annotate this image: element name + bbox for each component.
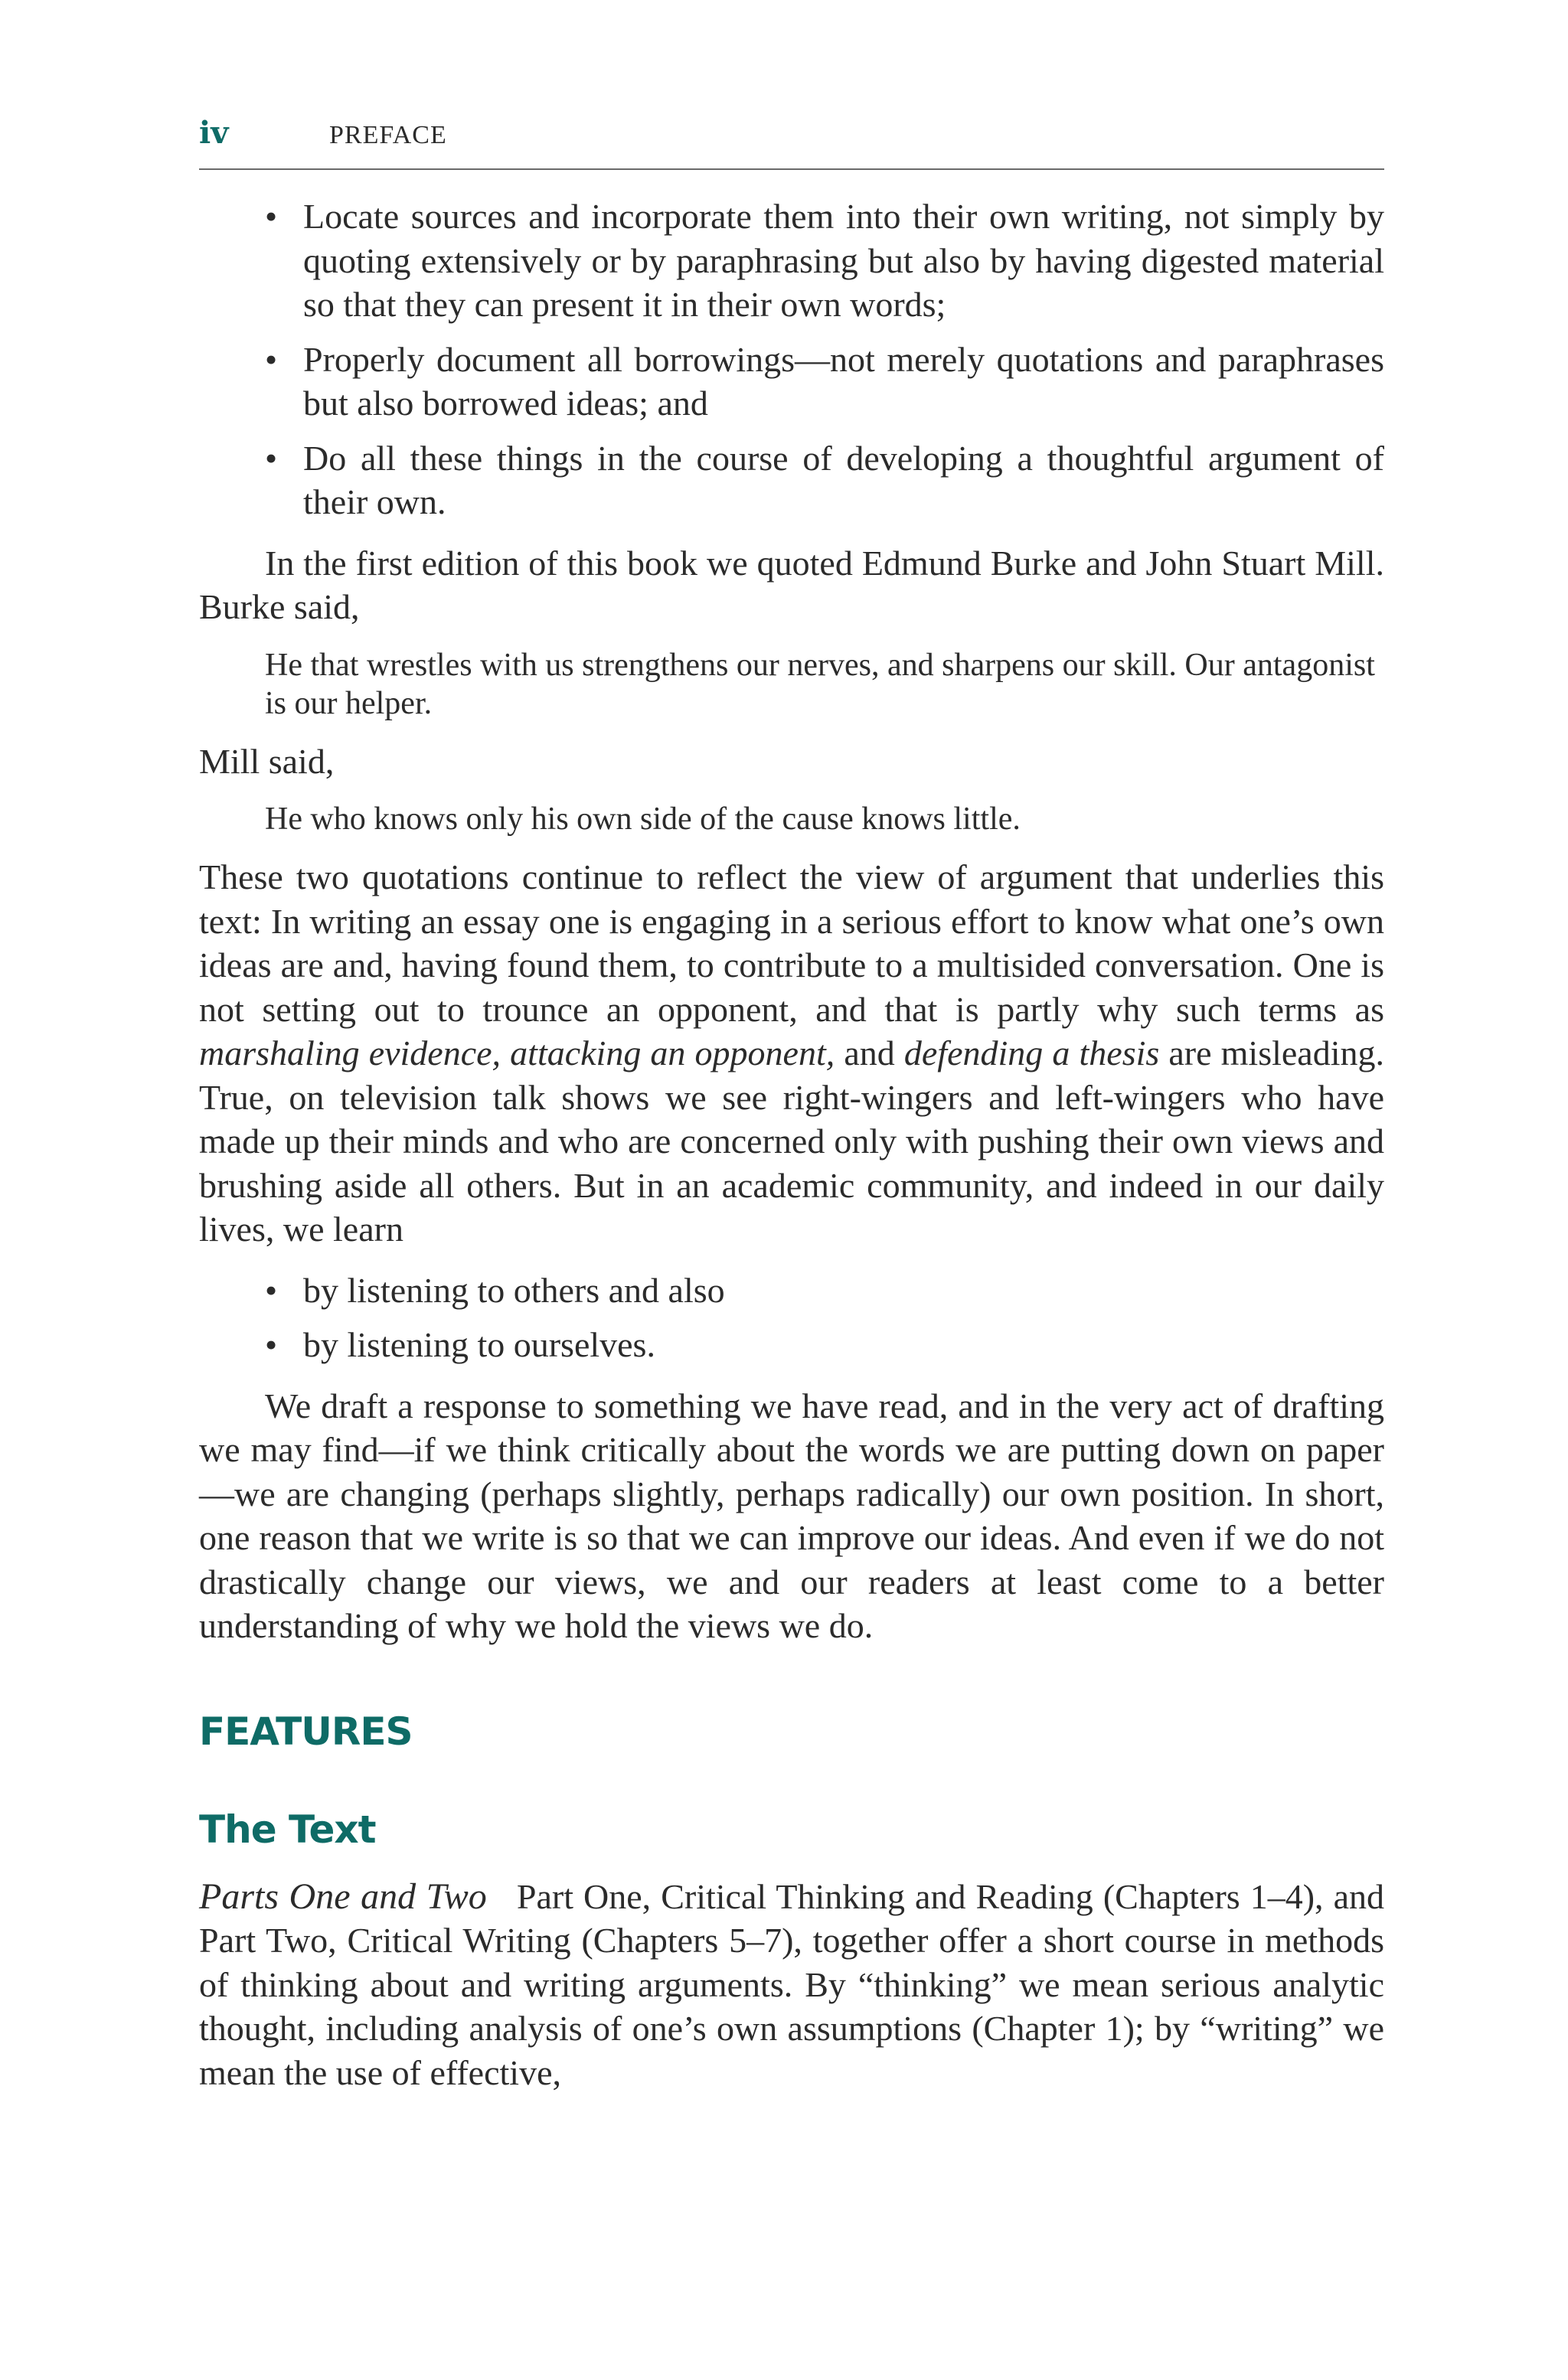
page — [199, 115, 1384, 2094]
bullet-list-skills — [199, 194, 1384, 524]
block-quote-burke: He that wrestles with us strengthens our nerves, and sharpens our skill. Our antagonist is our helper. — [265, 647, 1375, 721]
list-item-text: by listening to others and also — [303, 1270, 725, 1310]
block-quote-mill: He who knows only his own side of the cause knows little. — [265, 801, 1021, 837]
paragraph-two-quotations — [199, 855, 1384, 1252]
paragraph-burke-intro: In the first edition of this book we quoted Edmund Burke and John Stuart Mill. Burke said, — [199, 543, 1384, 626]
list-item — [265, 436, 1384, 524]
bullet-icon: • — [265, 1325, 278, 1364]
paragraph-draft: We draft a response to something we have read, and in the very act of drafting we may find—if we think critically about the words we are putting down on paper—we are changing (perhaps slightly, perhaps radically) our own position. In short, one reason that we write is so that we can improve our ideas. And even if we do not drastically change our views, we and our readers at least come to a better understanding of why we hold the views we do. — [199, 1386, 1384, 1645]
running-head: PREFACE — [329, 121, 447, 149]
list-item-text: Locate sources and incorporate them into their own writing, not simply by quoting extensively or by paraphrasing but also by having digested material so that they can present it in their own words; — [303, 197, 1384, 324]
italic-term: defending a thesis — [903, 1033, 1160, 1072]
page-number: iv — [199, 115, 229, 151]
bullet-icon: • — [265, 197, 278, 236]
bullet-icon: • — [265, 438, 278, 478]
subsection-heading-the-text: The Text — [199, 1807, 376, 1852]
bullet-icon: • — [265, 1270, 278, 1310]
bullet-list-listening — [199, 1268, 1384, 1367]
text-run: and — [835, 1033, 904, 1072]
list-item-text: Do all these things in the course of developing a thoughtful argument of their own. — [303, 438, 1384, 521]
list-item — [265, 194, 1384, 327]
list-item — [265, 1323, 1384, 1367]
italic-term: marshaling evidence, attacking an opponent, — [199, 1033, 835, 1072]
paragraph-mill-intro: Mill said, — [199, 741, 335, 781]
text-run: are misleading. True, on television talk shows we see right-wingers and left-wingers who have made up their minds and who are concerned only with pushing their own views and brushing aside all others. But in an academic community, and indeed in our daily lives, we learn — [199, 1033, 1384, 1249]
bullet-icon: • — [265, 339, 278, 379]
page-header — [199, 115, 1384, 170]
list-item-text: Properly document all borrowings—not merely quotations and paraphrases but also borrowed ideas; and — [303, 339, 1384, 423]
section-heading-features: FEATURES — [199, 1709, 413, 1754]
text-run: Part One, Critical Thinking and Reading (Chapters 1–4), and Part Two, Critical Writing (Chapters 5–7), together offer a short course in methods of thinking about and writing arguments. By “thinking” we mean serious analytic thought, including analysis of one’s own assumptions (Chapter 1); by “writing” we mean the use of effective, — [199, 1876, 1384, 2092]
paragraph-parts-one-two — [199, 1875, 1384, 2095]
list-item — [265, 338, 1384, 426]
text-run: These two quotations continue to reflect the view of argument that underlies this text: In writing an essay one is engaging in a serious effort to know what one’s own ideas are and, having found them, to contribute to a multisided conversation. One is not setting out to trounce an opponent, and that is partly why such terms as — [199, 857, 1384, 1029]
run-in-head: Parts One and Two — [199, 1876, 487, 1917]
list-item — [265, 1268, 1384, 1313]
list-item-text: by listening to ourselves. — [303, 1325, 655, 1364]
